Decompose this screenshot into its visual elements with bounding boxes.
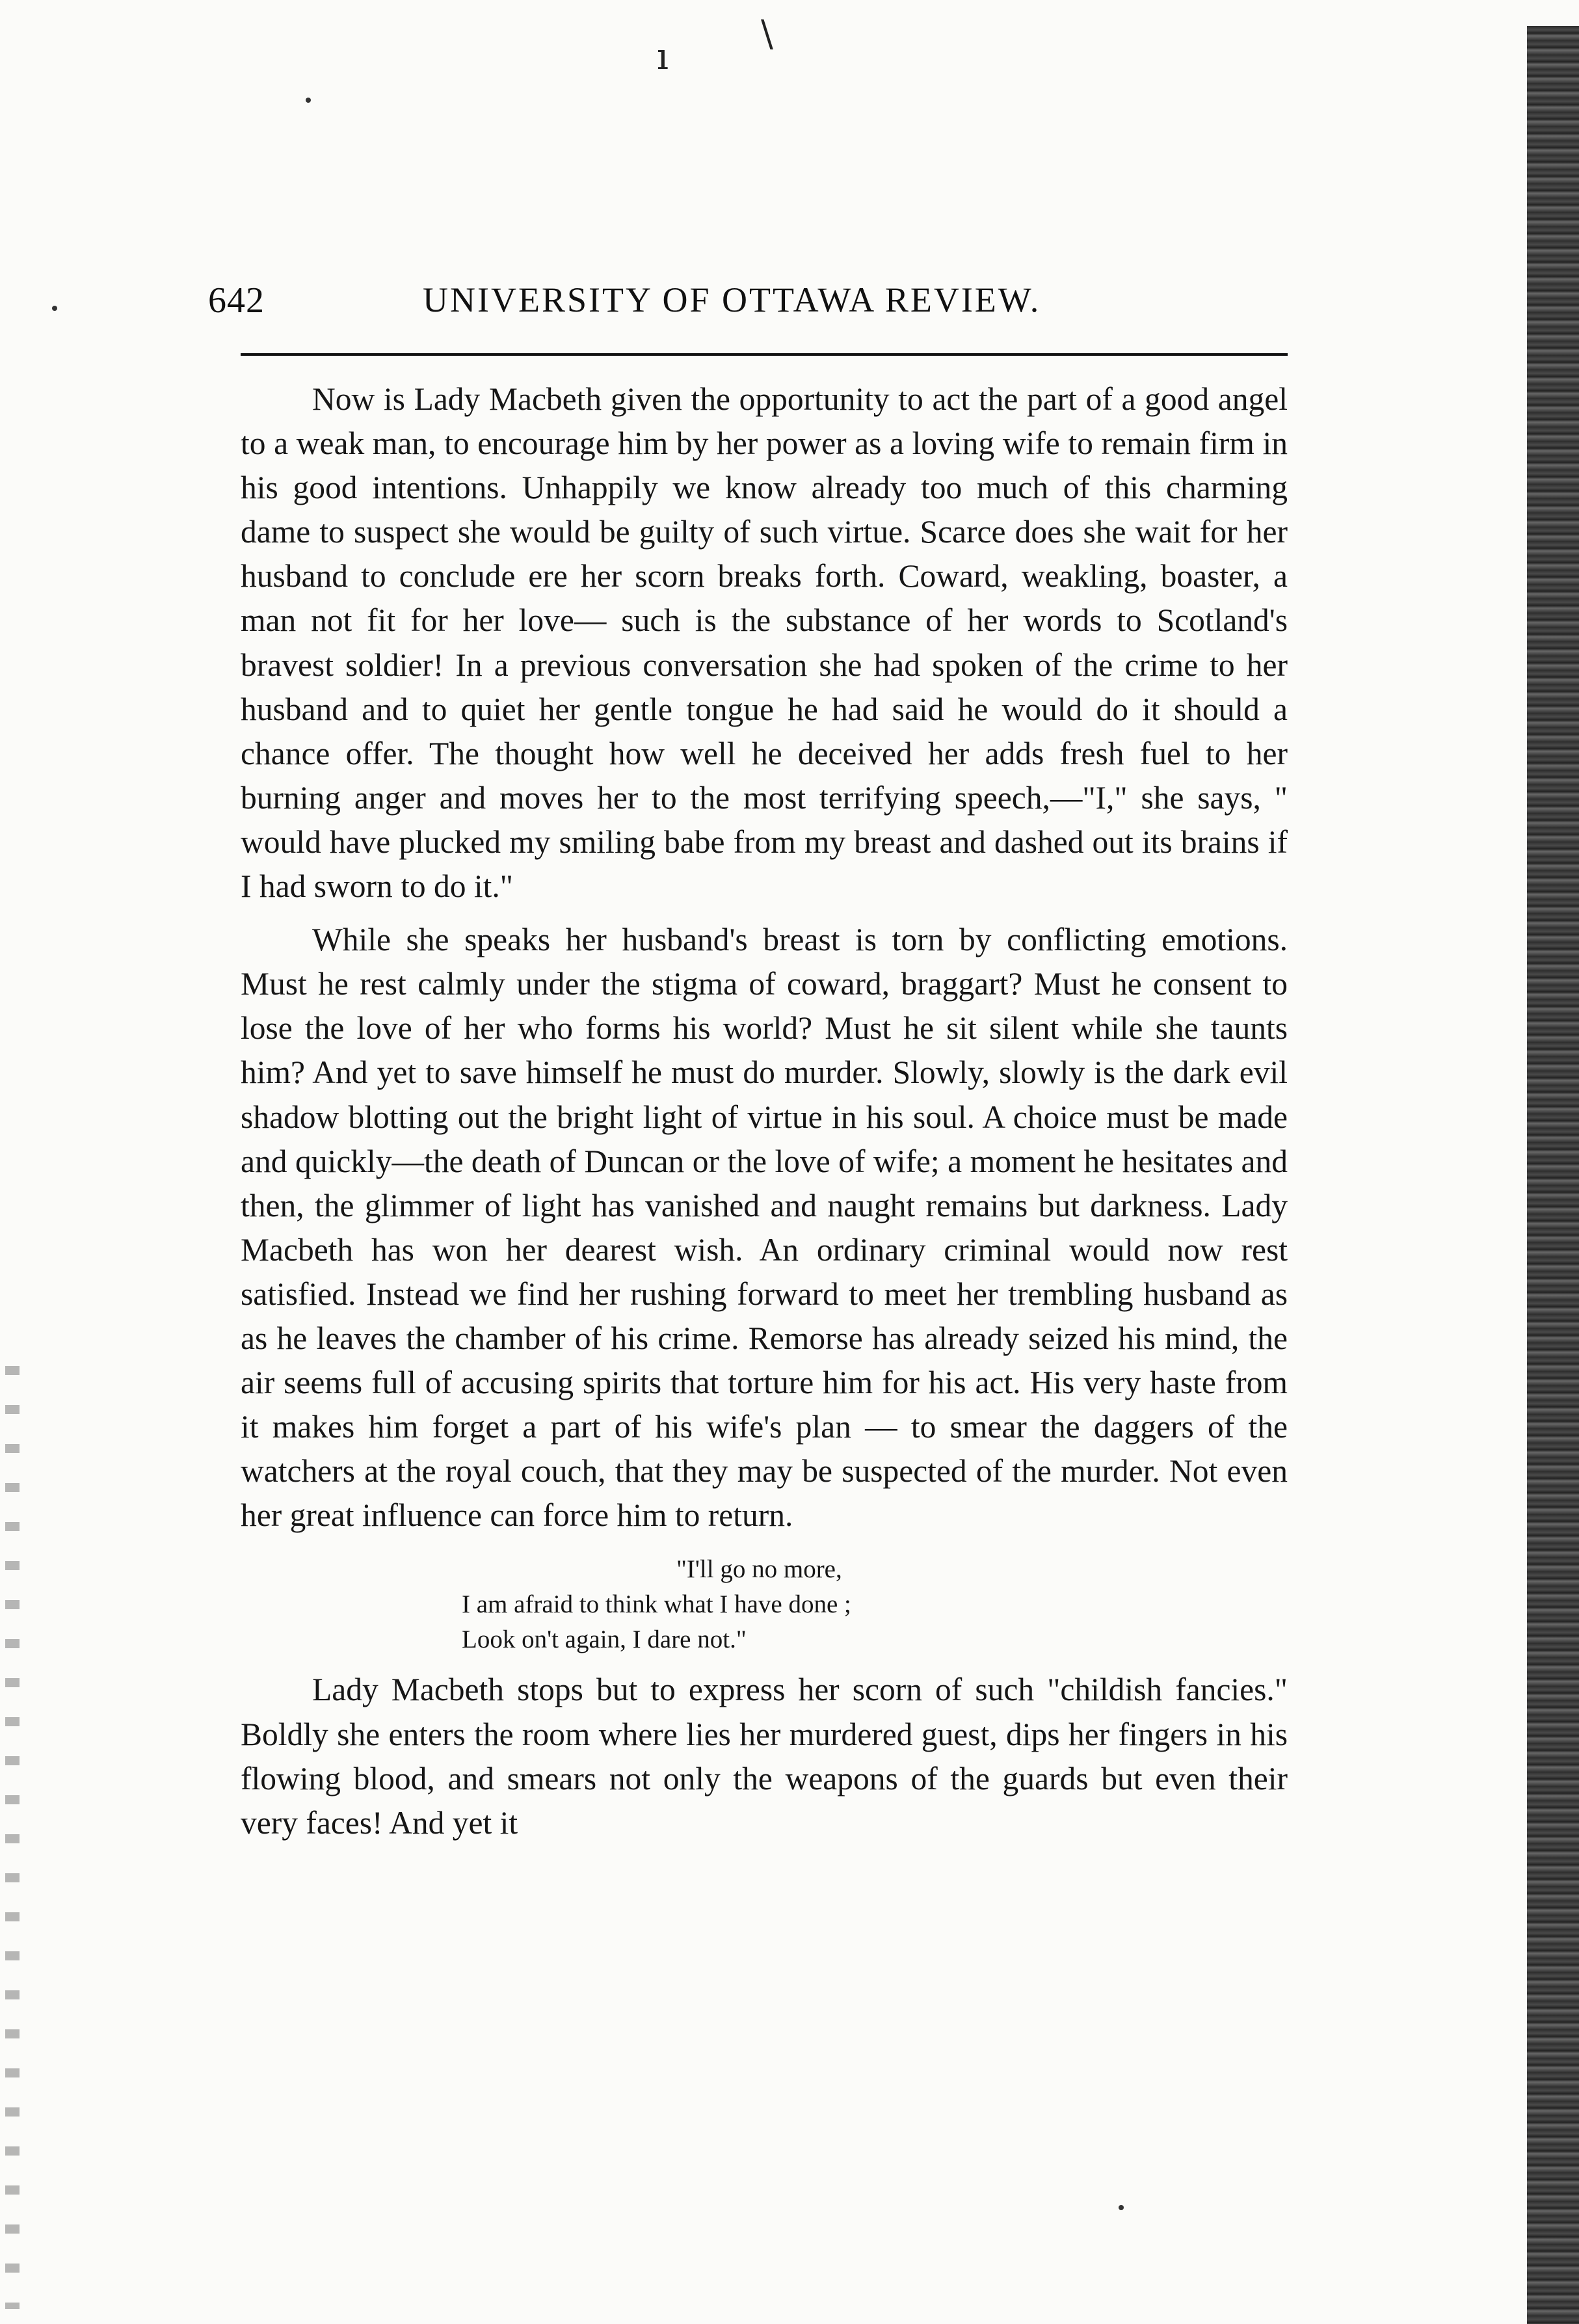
paragraph-3: Lady Macbeth stops but to express her scorn of such "childish fancies." Boldly she enters the room where lies her murdered guest, dips her fingers in his flowing blood, and smears not only the weapons of the guards but even their very faces! And yet it bbox=[241, 1672, 1288, 1841]
scan-speck bbox=[52, 306, 57, 311]
article-body bbox=[241, 377, 1288, 1845]
quote-line-2: I am afraid to think what I have done ; bbox=[462, 1590, 851, 1619]
page-header bbox=[208, 280, 1288, 338]
running-title: UNIVERSITY OF OTTAWA REVIEW. bbox=[423, 280, 1041, 319]
header-rule bbox=[241, 353, 1288, 356]
quote-line-1: "I'll go no more, bbox=[676, 1555, 842, 1584]
page-number: 642 bbox=[208, 280, 265, 321]
scan-mark-top: ı bbox=[657, 36, 669, 78]
scan-left-edge bbox=[5, 1366, 20, 2309]
block-quote bbox=[241, 1552, 1288, 1657]
paragraph-2: While she speaks her husband's breast is torn by conflicting emotions. Must he rest calmly under the stigma of coward, braggart? Must he consent to lose the love of her who forms his world? Must he sit silent while she taunts him? And yet to save himself he must do murder. Slowly, slowly is the dark evil shadow blotting out the bright light of virtue in his soul. A choice must be made and quickly—the death of Duncan or the love of wife; a moment he hesitates and then, the glimmer of light has vanished and naught remains but darkness. Lady Macbeth has won her dearest wish. An ordinary criminal would now rest satisfied. Instead we find her rushing forward to meet her trembling husband as as he leaves the chamber of his crime. Remorse has already seized his mind, the air seems full of accusing spirits that torture him for his act. His very haste from it makes him forget a part of his wife's plan — to smear the daggers of the watchers at the royal couch, that they may be suspected of the murder. Not even her great influence can force him to return. bbox=[241, 922, 1288, 1534]
scan-stroke-top: \ bbox=[761, 13, 773, 55]
scan-binding-edge bbox=[1527, 26, 1579, 2324]
quote-line-3: Look on't again, I dare not." bbox=[462, 1625, 747, 1654]
scan-speck bbox=[1119, 2205, 1124, 2210]
scan-speck bbox=[306, 98, 311, 103]
paragraph-1: Now is Lady Macbeth given the opportunity to act the part of a good angel to a weak man, to encourage him by her power as a loving wife to remain firm in his good intentions. Unhappily we know already too much of this charming dame to suspect she would be guilty of such virtue. Scarce does she wait for her husband to conclude ere her scorn breaks forth. Coward, weakling, boaster, a man not fit for her love— such is the substance of her words to Scotland's bravest soldier! In a previous conversation she had spoken of the crime to her husband and to quiet her gentle tongue he had said he would do it should a chance offer. The thought how well he deceived her adds fresh fuel to her burning anger and moves her to the most terrifying speech,—"I," she says, " would have plucked my smiling babe from my breast and dashed out its brains if I had sworn to do it." bbox=[241, 381, 1288, 905]
